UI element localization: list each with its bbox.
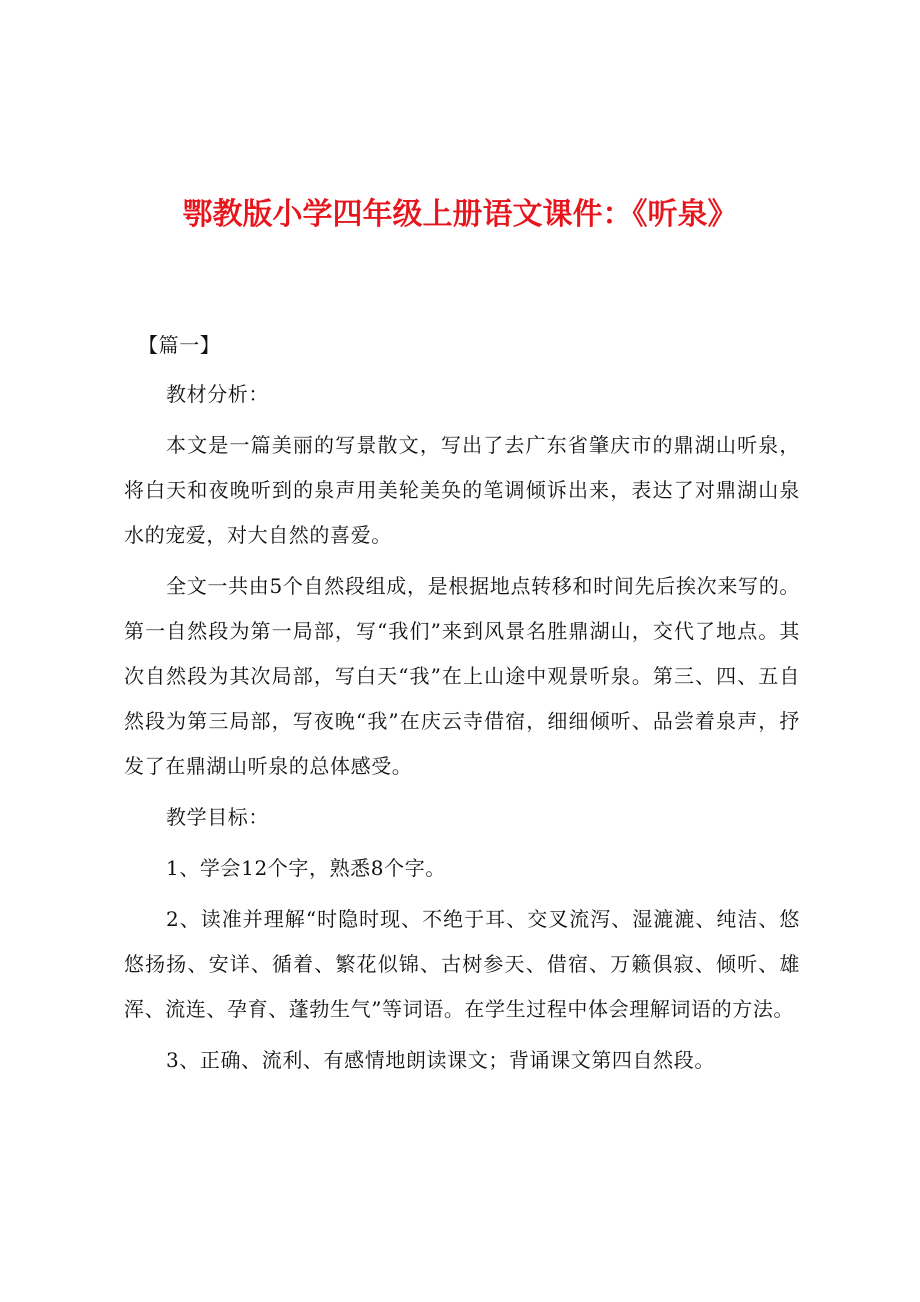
goal-item-1: 1、学会12个字，熟悉8个字。 (166, 856, 446, 880)
heading-analysis: 教材分析： (166, 382, 269, 406)
document-body (124, 323, 800, 1089)
paragraph-structure: 全文一共由5个自然段组成，是根据地点转移和时间先后挨次来写的。第一自然段为第一局部，写“我们”来到风景名胜鼎湖山，交代了地点。其次自然段为其次局部，写白天“我”在上山途中观景听泉。第三、四、五自然段为第三局部，写夜晚“我”在庆云寺借宿，细细倾听、品尝着泉声，抒发了在鼎湖山听泉的总体感受。 (124, 574, 800, 778)
goal-item-3: 3、正确、流利、有感情地朗读课文；背诵课文第四自然段。 (166, 1048, 715, 1072)
heading-goals: 教学目标： (166, 805, 269, 829)
document-title: 鄂教版小学四年级上册语文课件：《听泉》 (182, 197, 738, 232)
paragraph-intro: 本文是一篇美丽的写景散文，写出了去广东省肇庆市的鼎湖山听泉，将白天和夜晚听到的泉声用美轮美奂的笔调倾诉出来，表达了对鼎湖山泉水的宠爱，对大自然的喜爱。 (124, 433, 800, 547)
section-label: 【篇一】 (138, 333, 221, 357)
goal-item-2: 2、读准并理解“时隐时现、不绝于耳、交叉流泻、湿漉漉、纯洁、悠悠扬扬、安详、循着、繁花似锦、古树参天、借宿、万籁俱寂、倾听、雄浑、流连、孕育、蓬勃生气”等词语。在学生过程中体会理解词语的方法。 (124, 907, 800, 1021)
